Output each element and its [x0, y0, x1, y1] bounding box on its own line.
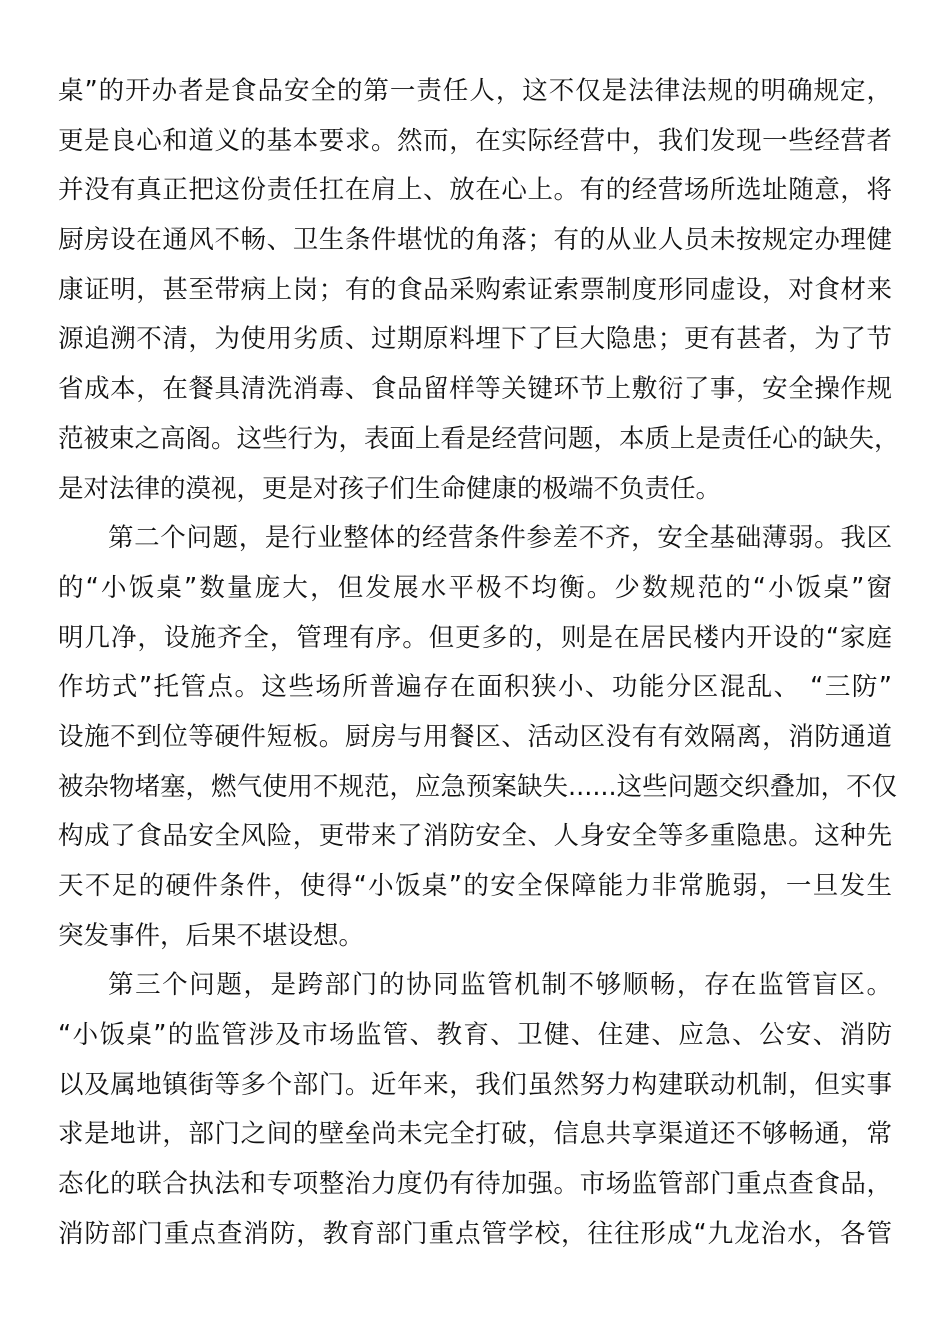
- text-line: 被杂物堵塞，燃气使用不规范，应急预案缺失......这些问题交织叠加，不仅: [58, 771, 898, 802]
- text-line: 设施不到位等硬件短板。厨房与用餐区、活动区没有有效隔离，消防通道: [58, 721, 892, 752]
- text-line: 以及属地镇街等多个部门。近年来，我们虽然努力构建联动机制，但实事: [58, 1069, 892, 1100]
- text-line: 省成本，在餐具清洗消毒、食品留样等关键环节上敷衍了事，安全操作规: [58, 374, 892, 405]
- text-line: 求是地讲，部门之间的壁垒尚未完全打破，信息共享渠道还不够畅通，常: [58, 1119, 892, 1150]
- paragraph: [58, 961, 892, 1259]
- text-line: 明几净，设施齐全，管理有序。但更多的，则是在居民楼内开设的“家庭: [58, 622, 892, 653]
- text-line: 作坊式”托管点。这些场所普遍存在面积狭小、功能分区混乱、 “三防”: [58, 672, 892, 703]
- text-line: 并没有真正把这份责任扛在肩上、放在心上。有的经营场所选址随意，将: [58, 175, 892, 206]
- text-line: 厨房设在通风不畅、卫生条件堪忧的角落；有的从业人员未按规定办理健: [58, 225, 892, 256]
- text-line: “小饭桌”的监管涉及市场监管、教育、卫健、住建、应急、公安、消防: [58, 1020, 892, 1051]
- text-line: 范被束之高阁。这些行为，表面上看是经营问题，本质上是责任心的缺失，: [58, 423, 900, 454]
- text-line: 第二个问题，是行业整体的经营条件参差不齐，安全基础薄弱。我区: [108, 523, 892, 554]
- text-line: 康证明，甚至带病上岗；有的食品采购索证索票制度形同虚设，对食材来: [58, 274, 892, 305]
- text-line: 更是良心和道义的基本要求。然而，在实际经营中，我们发现一些经营者: [58, 125, 892, 156]
- text-line: 是对法律的漠视，更是对孩子们生命健康的极端不负责任。: [58, 473, 722, 504]
- text-line: 天不足的硬件条件，使得“小饭桌”的安全保障能力非常脆弱，一旦发生: [58, 871, 892, 901]
- text-line: 突发事件，后果不堪设想。: [58, 920, 365, 951]
- text-line: 态化的联合执法和专项整治力度仍有待加强。市场监管部门重点查食品，: [58, 1169, 892, 1200]
- text-line: 第三个问题，是跨部门的协同监管机制不够顺畅，存在监管盲区。: [108, 970, 892, 1001]
- text-line: 构成了食品安全风险，更带来了消防安全、人身安全等多重隐患。这种先: [58, 821, 892, 852]
- text-line: 消防部门重点查消防，教育部门重点管学校，往往形成“九龙治水，各管: [58, 1218, 892, 1249]
- paragraph: [58, 67, 900, 514]
- text-line: 的“小饭桌”数量庞大，但发展水平极不均衡。少数规范的“小饭桌”窗: [58, 572, 892, 603]
- body-text: [58, 67, 900, 1260]
- text-line: 源追溯不清，为使用劣质、过期原料埋下了巨大隐患；更有甚者，为了节: [58, 324, 892, 355]
- paragraph: [58, 514, 898, 961]
- text-line: 桌”的开办者是食品安全的第一责任人，这不仅是法律法规的明确规定，: [58, 76, 892, 106]
